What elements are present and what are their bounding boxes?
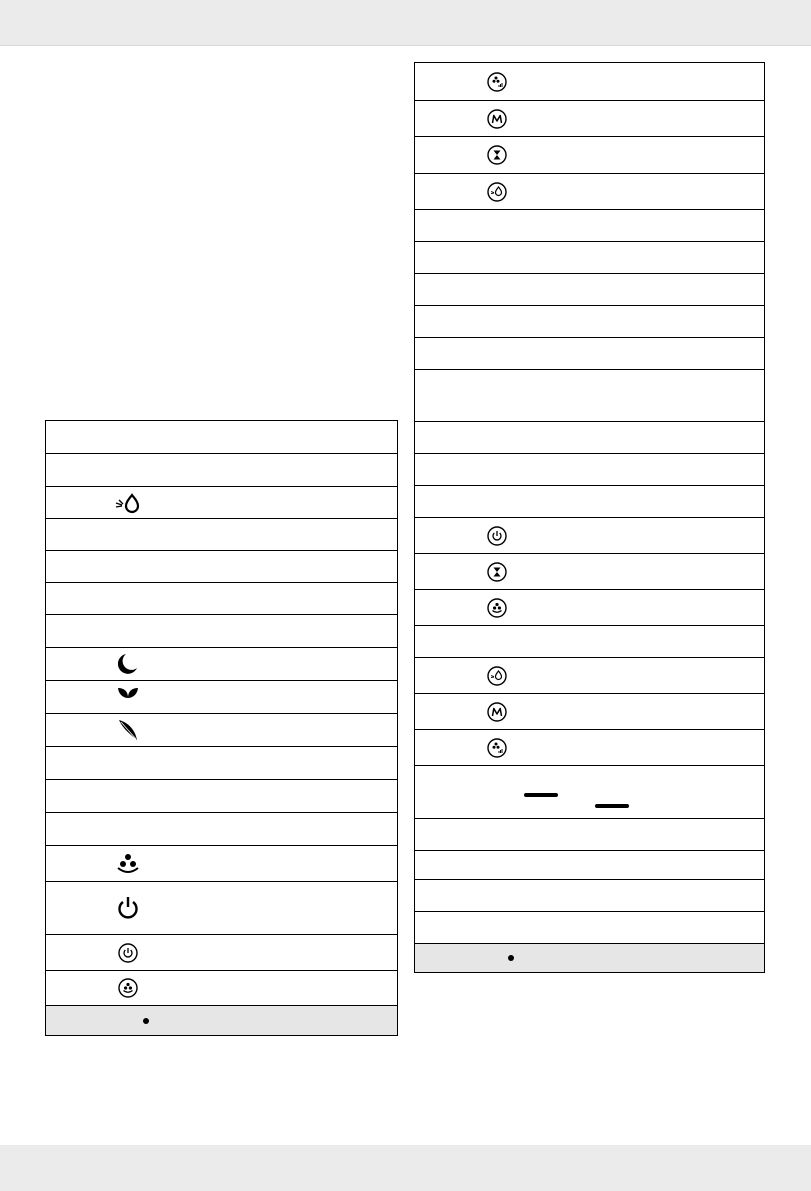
table-row-shaded: [46, 1005, 397, 1035]
timer-button-icon: [487, 562, 507, 582]
table-row: [415, 879, 764, 911]
left-table: [45, 420, 398, 1036]
table-row: [415, 453, 764, 485]
table-row: [46, 934, 397, 970]
fan-button-icon: [487, 598, 507, 618]
table-row: [415, 173, 764, 209]
table-row: [46, 680, 397, 713]
table-row-shaded: [415, 943, 764, 972]
table-row: [415, 136, 764, 173]
mist-button-icon: [487, 666, 507, 686]
dot-marker: [143, 1018, 149, 1024]
table-row: [46, 970, 397, 1005]
table-row: [415, 911, 764, 943]
mode-m-button-icon: [487, 702, 507, 722]
mist-button-icon: [487, 182, 507, 202]
table-row: [415, 729, 764, 765]
feather-icon: [117, 719, 139, 741]
table-row: [415, 517, 764, 553]
fan-button-icon: [118, 978, 138, 998]
table-row: [415, 850, 764, 879]
table-row: [415, 337, 764, 369]
table-row: [415, 693, 764, 729]
table-row: [415, 818, 764, 850]
table-row: [46, 647, 397, 680]
right-table: [414, 62, 765, 973]
table-row: [46, 713, 397, 746]
table-row: [415, 657, 764, 693]
table-row: [415, 305, 764, 337]
table-row: [46, 550, 397, 582]
table-row: [46, 812, 397, 845]
timer-button-icon: [487, 145, 507, 165]
dot-marker: [508, 955, 514, 961]
table-row: [415, 589, 764, 625]
table-row: [415, 553, 764, 589]
table-row: [415, 625, 764, 657]
power-icon: [117, 896, 139, 920]
fan-level-button-icon: [487, 738, 507, 758]
table-row: [46, 486, 397, 518]
fan-speed-icon: [116, 853, 140, 875]
table-row: [415, 63, 764, 100]
page-footer-band: [0, 1145, 811, 1191]
fan-level-button-icon: [487, 72, 507, 92]
table-row: [415, 241, 764, 273]
table-row: [46, 746, 397, 779]
table-row: [46, 845, 397, 881]
table-row: [46, 453, 397, 486]
table-row: [46, 421, 397, 453]
table-row: [46, 779, 397, 812]
indicator-bar: [595, 804, 629, 808]
table-row: [46, 582, 397, 614]
indicator-bar: [524, 793, 558, 797]
table-row: [415, 421, 764, 453]
table-row: [415, 273, 764, 305]
power-button-icon: [487, 526, 507, 546]
moon-icon: [118, 653, 138, 675]
power-button-icon: [118, 943, 138, 963]
table-row: [415, 485, 764, 517]
page-header-band: [0, 0, 811, 46]
table-row: [415, 369, 764, 421]
mist-drop-icon: [115, 492, 141, 514]
table-row: [415, 209, 764, 241]
table-row: [46, 518, 397, 550]
table-row: [415, 100, 764, 136]
table-row: [46, 881, 397, 934]
mode-m-button-icon: [487, 109, 507, 129]
table-row: [46, 614, 397, 647]
leaf-icon: [117, 686, 139, 708]
table-row: [415, 765, 764, 818]
